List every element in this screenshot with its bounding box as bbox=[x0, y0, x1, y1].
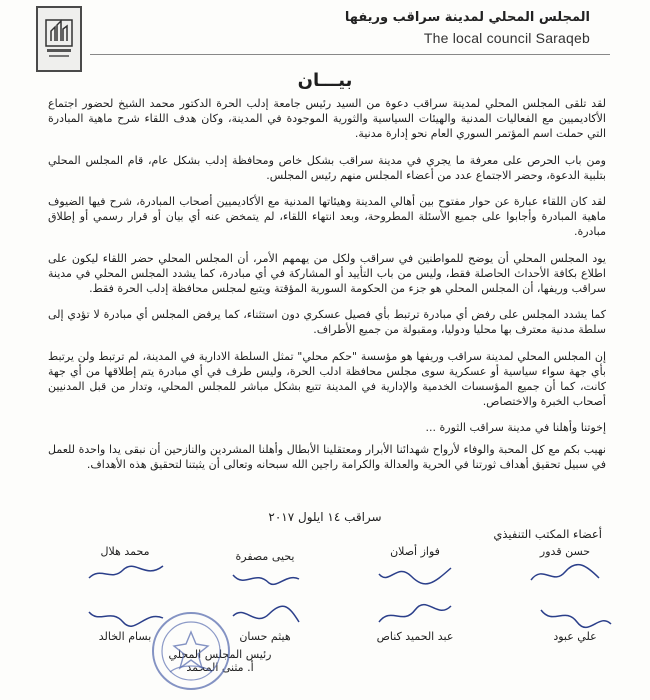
council-logo bbox=[36, 6, 82, 72]
document-body bbox=[48, 96, 606, 483]
signatory-name: يحيى مصفرة bbox=[235, 550, 295, 563]
paragraph: ومن باب الحرص على معرفة ما يجري في مدينة سراقب بشكل خاص ومحافظة إدلب بشكل عام، قام المجلس المحلي بتلبية الدعوة، وحضر الاجتماع عدد من أعضاء المجلس منهم رئيس المجلس. bbox=[48, 153, 606, 182]
council-logo-icon bbox=[43, 17, 75, 61]
signature-scribble bbox=[85, 560, 165, 588]
paragraph: كما يشدد المجلس على رفض أي مبادرة ترتبط بأي فصيل عسكري دون استثناء، كما يرفض المجلس أي مبادرة لا تؤدي إلى سلطة مدنية معترف بها محليا ودوليا، ومقبولة من جميع الأطراف. bbox=[48, 308, 606, 337]
signatory-name: بسام الخالد bbox=[98, 630, 152, 643]
paragraph: إن المجلس المحلي لمدينة سراقب وريفها هو مؤسسة "حكم محلي" تمثل السلطة الادارية في المدينة، لم ترتبط ولن يرتبط بأي جهة سواء سياسية أو عسكرية سوى مجلس محافظة ادلب الحرة، وليس طرف في أي مبادرة يتم إطلاقها من أي جهة كانت، كما أن جميع المؤسسات الخدمية والإدارية في المدينة تتبع بشكل مباشر للمجلس المحلي، وتدار من قبل المدنيين أصحاب الخبرة والاختصاص. bbox=[48, 349, 606, 409]
paragraph: يود المجلس المحلي أن يوضح للمواطنين في سراقب ولكل من يهمهم الأمر، أن المجلس المحلي حضر اللقاء ليكون على اطلاع بكافة الأحداث الحاصلة فقط، وليس من باب التأييد أو المشاركة في أي مبادرة، كما يشدد المجلس المحلي في مدينة سراقب وريفها، أن المجلس المحلي هو جزء من الحكومة السورية المؤقتة ويتبع لمجلس محافظة إدلب الحرة فقط. bbox=[48, 251, 606, 296]
signatory-name: فواز أصلان bbox=[390, 545, 440, 558]
signatory-name: عبد الحميد كناص bbox=[376, 630, 454, 643]
header-arabic-title: المجلس المحلي لمدينة سراقب وريفها bbox=[344, 10, 590, 25]
signatory-name: حسن قدور bbox=[539, 545, 591, 558]
signature-scribble bbox=[535, 602, 615, 630]
signatory-name: علي عبود bbox=[553, 630, 597, 643]
paragraph: لقد تلقى المجلس المحلي لمدينة سراقب دعوة من السيد رئيس جامعة إدلب الحرة الدكتور محمد الشيخ لحضور اجتماع الأكاديميين مع الفعاليات المدنية والهيئات السياسية والثورية الموجودة في المدينة، وكان هدف اللقاء شرح ماهية المبادرة التي حملت اسم المؤتمر السوري العام نحو إدارة مدنية. bbox=[48, 97, 606, 141]
signature-scribble bbox=[375, 602, 455, 630]
signature-scribble bbox=[225, 602, 305, 630]
signatory bbox=[210, 550, 320, 593]
signatory bbox=[70, 545, 180, 588]
signatory bbox=[360, 545, 470, 588]
signatory bbox=[520, 600, 630, 643]
document-date: سراقب ١٤ ايلول ٢٠١٧ bbox=[268, 510, 382, 524]
president-name: أ. مثنى المحمد bbox=[186, 661, 254, 674]
signature-scribble bbox=[375, 560, 455, 588]
signatory bbox=[360, 600, 470, 643]
paragraph: لقد كان اللقاء عبارة عن حوار مفتوح بين أهالي المدينة وهيئاتها المدنية مع الأكاديميين أصحاب المبادرة، شرح فيها الضيوف ماهية المبادرة وأجابوا على جميع الأسئلة المطروحة، وبعد انتهاء اللقاء، لم يتمخض عنه أي بيان أو قرار رسمي أو إطلاق مبادرة. bbox=[48, 195, 606, 239]
signature-scribble bbox=[525, 560, 605, 588]
document-title: بيـــان bbox=[297, 70, 353, 91]
paragraph: إخوتنا وأهلنا في مدينة سراقب الثورة ... bbox=[425, 421, 606, 435]
council-stamp-icon bbox=[150, 610, 232, 692]
executive-office-label: أعضاء المكتب التنفيذي bbox=[493, 527, 602, 541]
signatory bbox=[510, 545, 620, 588]
president-title: رئيس المجلس المحلي bbox=[168, 648, 272, 661]
header-english-title: The local council Saraqeb bbox=[423, 30, 590, 46]
signature-scribble bbox=[225, 565, 305, 593]
header-divider bbox=[90, 54, 610, 55]
signatory-name: محمد هلال bbox=[100, 545, 150, 558]
paragraph: نهيب بكم مع كل المحبة والوفاء لأرواح شهدائنا الأبرار ومعتقلينا الأبطال وأهلنا المشردين والنازحين أن نبقى يدا واحدة للعمل في سبيل تحقيق أهداف ثورتنا في الحرية والعدالة والكرامة راجين الله سبحانه وتعالى أن يثبتنا لتحقيق هذه الأهداف. bbox=[48, 442, 606, 471]
signatory-name: هيثم حسان bbox=[239, 630, 291, 643]
